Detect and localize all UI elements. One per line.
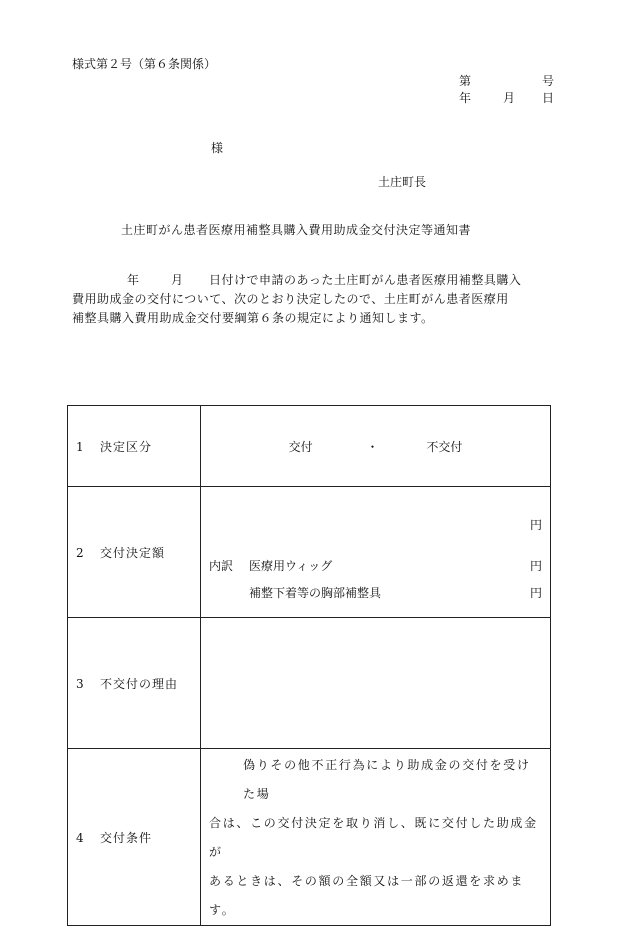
- option-deny[interactable]: 不交付: [426, 439, 463, 454]
- doc-number-label: 第: [459, 74, 472, 88]
- item-breast-prosthesis-label: 補整下着等の胸部補整具: [249, 586, 382, 600]
- conditions-text-cell: [201, 749, 551, 926]
- conditions-line-3: あるときは、その額の全額又は一部の返還を求めます。: [209, 874, 525, 917]
- breast-yen-unit: 円: [529, 586, 542, 600]
- row-number: 1: [76, 439, 85, 454]
- amount-item-wig: [209, 554, 550, 578]
- decision-label-cell: [68, 406, 201, 487]
- addressee-suffix: 様: [211, 141, 224, 155]
- row-number: 3: [76, 676, 85, 691]
- total-yen-unit: 円: [529, 518, 542, 532]
- row-number: 2: [76, 545, 85, 560]
- item-wig-label: 医療用ウィッグ: [249, 559, 333, 573]
- intro-line-1: 日付けで申請のあった土庄町がん患者医療用補整具購入: [209, 273, 522, 287]
- conditions-line-2: 合は、この交付決定を取り消し、既に交付した助成金が: [209, 816, 538, 859]
- amount-total-line: [209, 513, 550, 537]
- form-number: 様式第２号（第６条関係）: [72, 57, 217, 71]
- amount-cell: [201, 487, 551, 618]
- intro-line-2: 費用助成金の交付について、次のとおり決定したので、土庄町がん患者医療用: [72, 292, 509, 306]
- conditions-label-cell: [68, 749, 201, 926]
- date-year: 年: [459, 91, 472, 105]
- decision-options-cell: [201, 406, 551, 487]
- intro-month: 月: [171, 273, 184, 287]
- intro-line-3: 補整具購入費用助成金交付要綱第６条の規定により通知します。: [72, 311, 434, 325]
- row-reason: [68, 618, 551, 749]
- doc-number-suffix: 号: [542, 74, 555, 88]
- conditions-label: 交付条件: [100, 830, 153, 845]
- row-number: 4: [76, 830, 85, 845]
- row-decision: [68, 406, 551, 487]
- decision-label: 決定区分: [100, 439, 153, 454]
- date-month: 月: [503, 91, 516, 105]
- amount-label-cell: [68, 487, 201, 618]
- row-conditions: [68, 749, 551, 926]
- amount-item-breast: [209, 581, 550, 605]
- sender: 土庄町長: [378, 175, 427, 189]
- option-separator: ・: [366, 439, 379, 454]
- reason-label: 不交付の理由: [100, 676, 179, 691]
- option-grant[interactable]: 交付: [288, 439, 313, 454]
- reason-label-cell: [68, 618, 201, 749]
- date-day: 日: [542, 91, 555, 105]
- reason-content-cell[interactable]: [201, 618, 551, 749]
- conditions-line-1: 偽りその他不正行為により助成金の交付を受けた場: [243, 758, 531, 801]
- intro-year: 年: [127, 273, 140, 287]
- row-amount: [68, 487, 551, 618]
- document-title: 土庄町がん患者医療用補整具購入費用助成金交付決定等通知書: [121, 223, 472, 237]
- decision-table: [67, 405, 551, 926]
- amount-label: 交付決定額: [100, 545, 166, 560]
- breakdown-label: 内訳: [209, 559, 234, 573]
- wig-yen-unit: 円: [529, 559, 542, 573]
